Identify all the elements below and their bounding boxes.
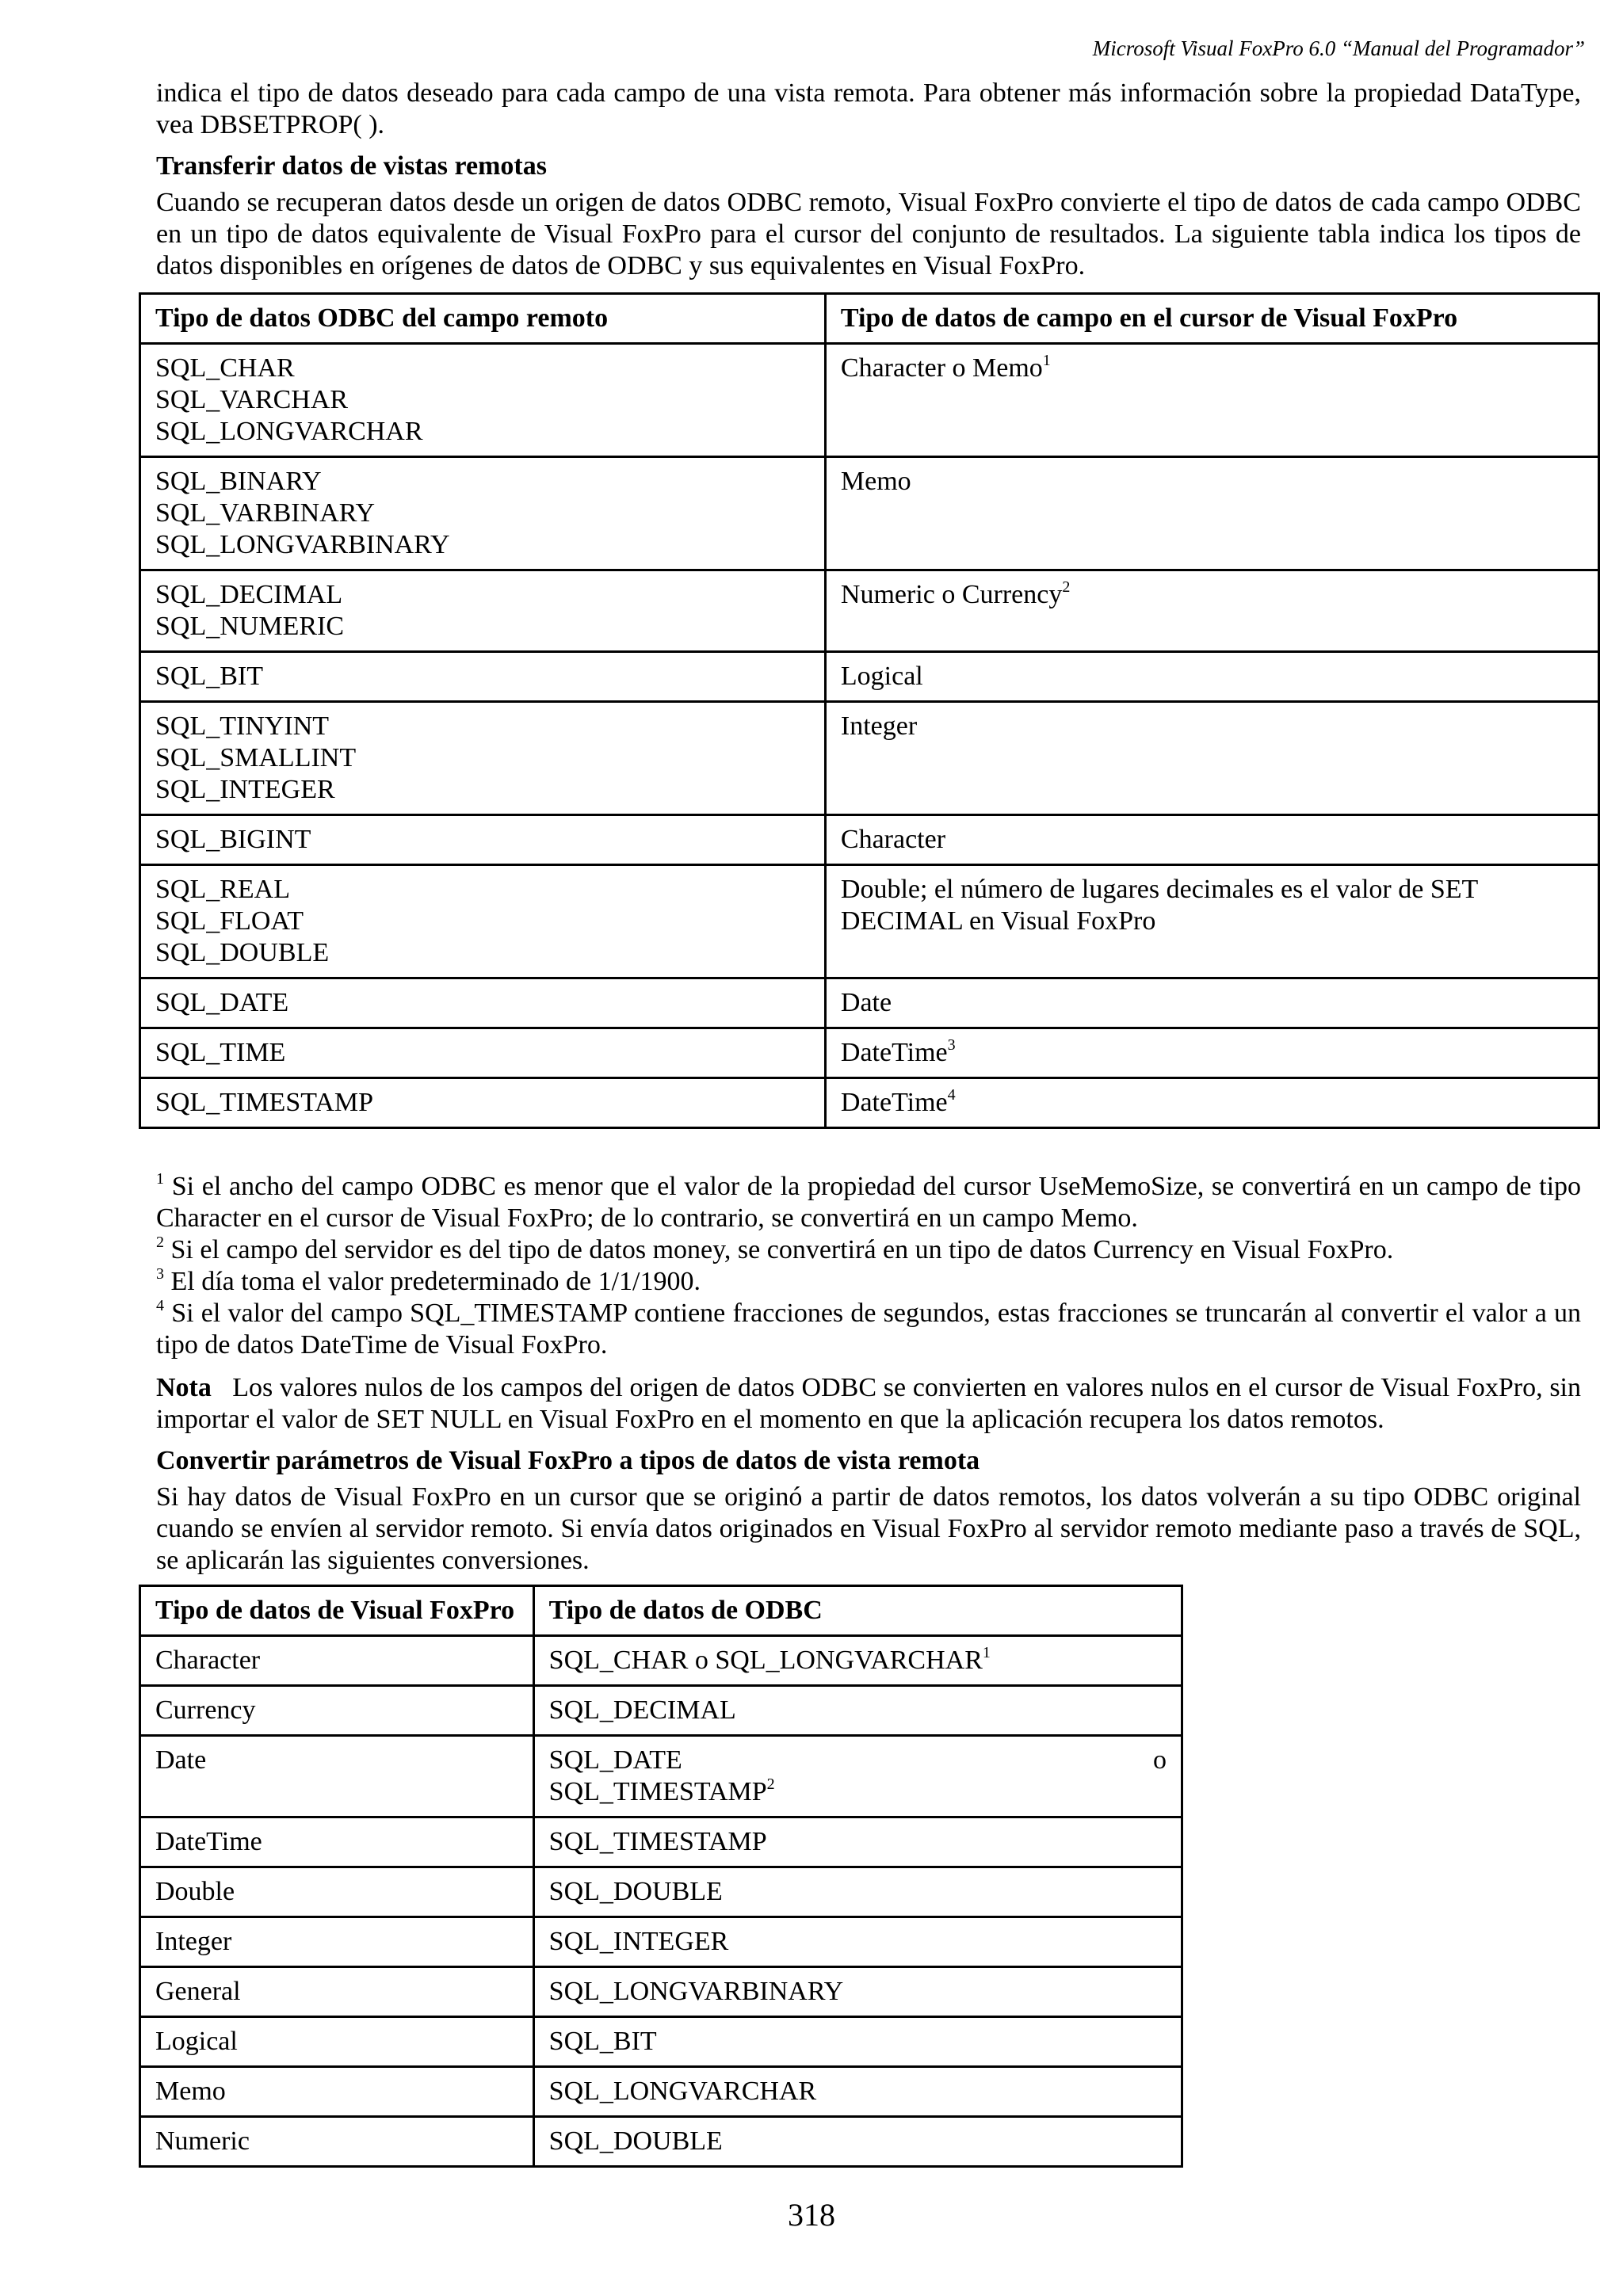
vfp-type-cell xyxy=(825,1028,1598,1078)
vfp-type-cell: Integer xyxy=(140,1917,534,1967)
odbc-type-line xyxy=(549,1745,1167,1776)
vfp-type-cell xyxy=(825,978,1598,1028)
table-row xyxy=(140,2117,1182,2167)
odbc-type-cell: SQL_BINARY SQL_VARBINARY SQL_LONGVARBINARY xyxy=(140,457,826,570)
column-header: Tipo de datos de campo en el cursor de Visual FoxPro xyxy=(825,294,1598,344)
table-row xyxy=(140,815,1599,865)
table-row xyxy=(140,1917,1182,1967)
column-header: Tipo de datos de ODBC xyxy=(533,1586,1182,1636)
odbc-type-cell xyxy=(533,2117,1182,2167)
odbc-type-text: SQL_LONGVARBINARY xyxy=(548,1977,844,2006)
odbc-type-cell: SQL_BIGINT xyxy=(140,815,826,865)
footnote-ref: 2 xyxy=(766,1775,775,1793)
odbc-type-cell xyxy=(533,1867,1182,1917)
section-paragraph-transfer: Cuando se recuperan datos desde un origen de datos ODBC remoto, Visual FoxPro convierte el tipo de datos de cada campo ODBC en un tipo de datos equivalente de Visual FoxPro para el cursor del conjunto de resultados. La siguiente tabla indica los tipos de datos disponibles en orígenes de datos de ODBC y sus equivalentes en Visual FoxPro. xyxy=(156,188,1581,280)
odbc-type-cell xyxy=(533,1636,1182,1686)
vfp-type-text: Date xyxy=(840,988,892,1017)
table-header-row xyxy=(140,1586,1182,1636)
odbc-type-text: SQL_LONGVARCHAR xyxy=(548,2077,817,2106)
odbc-type-line xyxy=(549,1776,1167,1808)
table-row xyxy=(140,2067,1182,2117)
odbc-type-cell: SQL_DECIMAL SQL_NUMERIC xyxy=(140,570,826,652)
table-row xyxy=(140,1736,1182,1817)
intro-paragraph: indica el tipo de datos deseado para cada campo de una vista remota. Para obtener más información sobre la propiedad DataType, vea DBSETPROP( ). xyxy=(156,78,1581,139)
footnote-ref: 4 xyxy=(947,1086,956,1104)
odbc-type-text: SQL_DOUBLE xyxy=(548,2126,723,2156)
vfp-type-text: Integer xyxy=(840,711,918,741)
odbc-type-text: SQL_DECIMAL xyxy=(548,1695,736,1725)
table-header-row xyxy=(140,294,1599,344)
vfp-type-cell: Character xyxy=(140,1636,534,1686)
vfp-type-cell: Logical xyxy=(140,2017,534,2067)
odbc-type-cell: SQL_TIMESTAMP xyxy=(140,1078,826,1128)
footnote-text: Si el ancho del campo ODBC es menor que el valor de la propiedad del cursor UseMemoSize, se convertirá en un campo de tipo Character en el cursor de Visual FoxPro; de lo contrario, se convertirá en un campo Memo. xyxy=(156,1172,1582,1233)
odbc-type-text: SQL_BIT xyxy=(548,2027,657,2056)
vfp-type-cell: General xyxy=(140,1967,534,2017)
odbc-type-text: SQL_CHAR o SQL_LONGVARCHAR xyxy=(548,1646,983,1675)
odbc-type-cell: SQL_DATE xyxy=(140,978,826,1028)
vfp-type-text: Memo xyxy=(840,467,911,496)
footnote xyxy=(156,1234,1581,1266)
vfp-type-cell: Numeric xyxy=(140,2117,534,2167)
odbc-type-text: SQL_DOUBLE xyxy=(548,1877,723,1906)
table-row xyxy=(140,1686,1182,1736)
table-row xyxy=(140,1867,1182,1917)
vfp-type-cell xyxy=(825,344,1598,457)
section-paragraph-convert: Si hay datos de Visual FoxPro en un cursor que se originó a partir de datos remotos, los datos volverán a su tipo ODBC original cuando se envíen al servidor remoto. Si envía datos originados en Visual FoxPro al servidor remoto mediante paso a través de SQL, se aplicarán las siguientes conversiones. xyxy=(156,1482,1581,1575)
footnote-text: Si el valor del campo SQL_TIMESTAMP contiene fracciones de segundos, estas fracciones se truncarán al convertir el valor a un tipo de datos DateTime de Visual FoxPro. xyxy=(156,1299,1582,1360)
vfp-type-text: DateTime xyxy=(840,1038,948,1067)
table-row xyxy=(140,344,1599,457)
vfp-type-cell: Memo xyxy=(140,2067,534,2117)
odbc-type-text: SQL_INTEGER xyxy=(548,1927,729,1956)
footnote-text: El día toma el valor predeterminado de 1/1/1900. xyxy=(170,1267,701,1296)
footnote-ref: 2 xyxy=(1062,578,1071,596)
footnote-number: 4 xyxy=(156,1297,164,1314)
table-row xyxy=(140,1817,1182,1867)
vfp-type-cell: Double xyxy=(140,1867,534,1917)
table-row xyxy=(140,570,1599,652)
table-row xyxy=(140,1078,1599,1128)
odbc-type-cell xyxy=(533,1736,1182,1817)
note-paragraph xyxy=(156,1372,1581,1436)
footnote xyxy=(156,1298,1581,1361)
column-header: Tipo de datos ODBC del campo remoto xyxy=(140,294,826,344)
odbc-type-cell xyxy=(533,2017,1182,2067)
footnote-number: 2 xyxy=(156,1234,164,1251)
vfp-type-text: Character o Memo xyxy=(840,353,1043,383)
table-row xyxy=(140,457,1599,570)
odbc-type-cell: SQL_TIME xyxy=(140,1028,826,1078)
vfp-type-cell xyxy=(825,1078,1598,1128)
footnote-text: Si el campo del servidor es del tipo de datos money, se convertirá en un tipo de datos Currency en Visual FoxPro. xyxy=(170,1235,1394,1264)
vfp-type-cell xyxy=(825,815,1598,865)
odbc-type-cell: SQL_CHAR SQL_VARCHAR SQL_LONGVARCHAR xyxy=(140,344,826,457)
footnote xyxy=(156,1171,1581,1234)
running-header: Microsoft Visual FoxPro 6.0 “Manual del Programador” xyxy=(1092,36,1585,60)
vfp-type-text: Logical xyxy=(840,662,923,691)
note-label: Nota xyxy=(156,1373,212,1402)
odbc-type-cell: SQL_TINYINT SQL_SMALLINT SQL_INTEGER xyxy=(140,702,826,815)
odbc-type-text: SQL_TIMESTAMP xyxy=(548,1827,767,1856)
footnotes xyxy=(156,1171,1581,1361)
footnote-ref: 1 xyxy=(982,1644,991,1661)
odbc-type-cell xyxy=(533,1817,1182,1867)
odbc-type-cell xyxy=(533,1917,1182,1967)
footnote xyxy=(156,1266,1581,1298)
footnote-ref: 1 xyxy=(1042,352,1051,369)
vfp-type-text: Numeric o Currency xyxy=(840,580,1063,609)
table-row xyxy=(140,1028,1599,1078)
table-row xyxy=(140,1636,1182,1686)
note-text: Los valores nulos de los campos del origen de datos ODBC se convierten en valores nulos en el cursor de Visual FoxPro, sin importar el valor de SET NULL en Visual FoxPro en el momento en que la aplicación recupera los datos remotos. xyxy=(156,1373,1582,1434)
section-heading-convert: Convertir parámetros de Visual FoxPro a tipos de datos de vista remota xyxy=(156,1446,980,1475)
vfp-type-text: DateTime xyxy=(840,1088,948,1117)
table-row xyxy=(140,1967,1182,2017)
odbc-type-cell xyxy=(533,1967,1182,2017)
odbc-type-cell: SQL_REAL SQL_FLOAT SQL_DOUBLE xyxy=(140,865,826,978)
odbc-type-cell xyxy=(533,2067,1182,2117)
vfp-type-cell: DateTime xyxy=(140,1817,534,1867)
footnote-number: 3 xyxy=(156,1265,164,1283)
page-number: 318 xyxy=(788,2197,835,2233)
vfp-type-text: Character xyxy=(840,825,946,854)
vfp-type-cell xyxy=(825,570,1598,652)
vfp-type-cell xyxy=(825,702,1598,815)
vfp-type-cell xyxy=(825,457,1598,570)
vfp-type-cell xyxy=(825,865,1598,978)
footnote-number: 1 xyxy=(156,1170,164,1188)
table-row xyxy=(140,978,1599,1028)
odbc-or-text: o xyxy=(1153,1745,1167,1775)
odbc-type-text: SQL_DATE xyxy=(548,1745,682,1775)
odbc-type-cell xyxy=(533,1686,1182,1736)
vfp-type-cell: Date xyxy=(140,1736,534,1817)
table-row xyxy=(140,2017,1182,2067)
table-row xyxy=(140,865,1599,978)
odbc-type-text: SQL_TIMESTAMP xyxy=(548,1777,767,1806)
column-header: Tipo de datos de Visual FoxPro xyxy=(140,1586,534,1636)
footnote-ref: 3 xyxy=(947,1036,956,1054)
vfp-to-odbc-table xyxy=(139,1585,1183,2168)
vfp-type-cell: Currency xyxy=(140,1686,534,1736)
vfp-type-text: Double; el número de lugares decimales es el valor de SET DECIMAL en Visual FoxPro xyxy=(840,875,1478,936)
table-row xyxy=(140,702,1599,815)
section-heading-transfer: Transferir datos de vistas remotas xyxy=(156,151,547,181)
odbc-to-vfp-table xyxy=(139,292,1600,1129)
table-row xyxy=(140,652,1599,702)
vfp-type-cell xyxy=(825,652,1598,702)
odbc-type-cell: SQL_BIT xyxy=(140,652,826,702)
